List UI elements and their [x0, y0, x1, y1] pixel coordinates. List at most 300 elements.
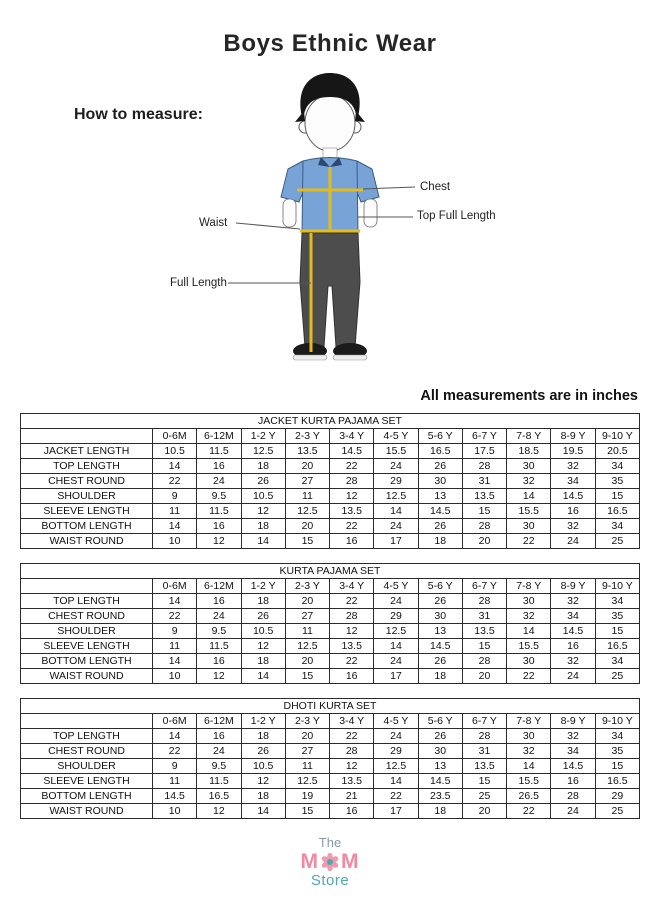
table-kurta-pajama-set	[20, 563, 640, 684]
value-cell: 13	[418, 489, 462, 504]
value-cell: 18	[241, 654, 285, 669]
size-header-cell: 7-8 Y	[507, 714, 551, 729]
row-label-cell: WAIST ROUND	[21, 534, 153, 549]
value-cell: 15	[595, 759, 639, 774]
value-cell: 17	[374, 534, 418, 549]
value-cell: 11.5	[197, 504, 241, 519]
value-cell: 11.5	[197, 444, 241, 459]
size-header-row	[21, 429, 640, 444]
value-cell: 23.5	[418, 789, 462, 804]
value-cell: 15	[595, 489, 639, 504]
flower-icon	[321, 853, 339, 871]
value-cell: 32	[551, 519, 595, 534]
value-cell: 10.5	[241, 624, 285, 639]
table-row	[21, 459, 640, 474]
table-dhoti-kurta-set	[20, 698, 640, 819]
boy-face	[305, 95, 355, 151]
value-cell: 28	[551, 789, 595, 804]
value-cell: 12	[330, 489, 374, 504]
table-row	[21, 774, 640, 789]
value-cell: 16	[197, 459, 241, 474]
value-cell: 22	[153, 744, 197, 759]
value-cell: 28	[330, 609, 374, 624]
value-cell: 28	[462, 729, 506, 744]
value-cell: 18	[241, 789, 285, 804]
size-header-cell: 2-3 Y	[285, 579, 329, 594]
value-cell: 15	[285, 804, 329, 819]
value-cell: 20	[285, 459, 329, 474]
value-cell: 30	[418, 474, 462, 489]
table-row	[21, 759, 640, 774]
row-label-cell: SLEEVE LENGTH	[21, 504, 153, 519]
value-cell: 11	[153, 504, 197, 519]
value-cell: 24	[551, 534, 595, 549]
table-row	[21, 489, 640, 504]
value-cell: 22	[507, 669, 551, 684]
size-header-cell: 6-12M	[197, 429, 241, 444]
value-cell: 14	[241, 804, 285, 819]
boy-pants	[300, 233, 360, 347]
value-cell: 34	[551, 744, 595, 759]
value-cell: 16.5	[418, 444, 462, 459]
value-cell: 30	[507, 729, 551, 744]
value-cell: 16.5	[595, 504, 639, 519]
value-cell: 19	[285, 789, 329, 804]
boy-arm-left	[283, 199, 296, 227]
value-cell: 9.5	[197, 489, 241, 504]
table-title-row	[21, 564, 640, 579]
value-cell: 11	[153, 774, 197, 789]
value-cell: 14	[153, 654, 197, 669]
value-cell: 15	[285, 669, 329, 684]
value-cell: 28	[462, 654, 506, 669]
value-cell: 13.5	[330, 774, 374, 789]
size-header-cell: 2-3 Y	[285, 714, 329, 729]
value-cell: 16	[330, 669, 374, 684]
logo-the-text: The	[318, 835, 342, 850]
value-cell: 26	[418, 519, 462, 534]
table-row	[21, 474, 640, 489]
size-header-cell: 9-10 Y	[595, 579, 639, 594]
size-header-cell: 3-4 Y	[330, 429, 374, 444]
value-cell: 27	[285, 474, 329, 489]
size-header-cell: 4-5 Y	[374, 714, 418, 729]
value-cell: 18	[241, 594, 285, 609]
value-cell: 9	[153, 759, 197, 774]
size-header-row	[21, 714, 640, 729]
boy-arm-right	[364, 199, 377, 227]
value-cell: 14	[374, 774, 418, 789]
value-cell: 14	[153, 519, 197, 534]
row-label-cell: JACKET LENGTH	[21, 444, 153, 459]
size-header-cell: 5-6 Y	[418, 429, 462, 444]
value-cell: 20	[285, 519, 329, 534]
value-cell: 16.5	[595, 774, 639, 789]
value-cell: 14.5	[418, 774, 462, 789]
size-header-cell: 1-2 Y	[241, 714, 285, 729]
value-cell: 11.5	[197, 774, 241, 789]
value-cell: 15	[462, 639, 506, 654]
table-row	[21, 789, 640, 804]
logo-m-right: M	[341, 850, 360, 874]
value-cell: 28	[330, 744, 374, 759]
value-cell: 13.5	[285, 444, 329, 459]
value-cell: 30	[507, 654, 551, 669]
value-cell: 14	[241, 534, 285, 549]
row-label-cell: TOP LENGTH	[21, 594, 153, 609]
value-cell: 20	[285, 594, 329, 609]
value-cell: 27	[285, 744, 329, 759]
value-cell: 24	[197, 474, 241, 489]
value-cell: 12	[197, 534, 241, 549]
size-header-cell: 0-6M	[153, 579, 197, 594]
size-header-empty-cell	[21, 714, 153, 729]
value-cell: 35	[595, 474, 639, 489]
value-cell: 24	[197, 744, 241, 759]
value-cell: 22	[330, 729, 374, 744]
value-cell: 22	[330, 459, 374, 474]
row-label-cell: BOTTOM LENGTH	[21, 789, 153, 804]
table-row	[21, 444, 640, 459]
value-cell: 16	[551, 504, 595, 519]
value-cell: 20	[462, 534, 506, 549]
row-label-cell: TOP LENGTH	[21, 459, 153, 474]
size-tables	[20, 413, 640, 833]
row-label-cell: TOP LENGTH	[21, 729, 153, 744]
value-cell: 14.5	[330, 444, 374, 459]
value-cell: 14	[374, 504, 418, 519]
value-cell: 14	[241, 669, 285, 684]
value-cell: 29	[374, 744, 418, 759]
row-label-cell: CHEST ROUND	[21, 744, 153, 759]
value-cell: 34	[595, 654, 639, 669]
row-label-cell: WAIST ROUND	[21, 669, 153, 684]
value-cell: 11.5	[197, 639, 241, 654]
value-cell: 13.5	[462, 489, 506, 504]
value-cell: 13.5	[462, 759, 506, 774]
row-label-cell: BOTTOM LENGTH	[21, 519, 153, 534]
value-cell: 26	[241, 474, 285, 489]
value-cell: 24	[374, 654, 418, 669]
value-cell: 10	[153, 804, 197, 819]
value-cell: 31	[462, 609, 506, 624]
value-cell: 18.5	[507, 444, 551, 459]
value-cell: 10.5	[241, 759, 285, 774]
value-cell: 32	[551, 594, 595, 609]
size-header-cell: 9-10 Y	[595, 429, 639, 444]
value-cell: 22	[507, 534, 551, 549]
value-cell: 18	[418, 669, 462, 684]
value-cell: 25	[595, 534, 639, 549]
size-header-cell: 4-5 Y	[374, 579, 418, 594]
logo-mom-text	[0, 850, 660, 873]
size-header-cell: 1-2 Y	[241, 579, 285, 594]
full-length-label: Full Length	[170, 277, 227, 289]
table-title: KURTA PAJAMA SET	[21, 564, 640, 579]
value-cell: 13.5	[330, 639, 374, 654]
value-cell: 30	[507, 519, 551, 534]
value-cell: 11	[153, 639, 197, 654]
table-title: DHOTI KURTA SET	[21, 699, 640, 714]
value-cell: 35	[595, 609, 639, 624]
value-cell: 15.5	[507, 639, 551, 654]
value-cell: 12.5	[285, 504, 329, 519]
value-cell: 22	[330, 594, 374, 609]
value-cell: 14	[153, 459, 197, 474]
value-cell: 10.5	[241, 489, 285, 504]
value-cell: 22	[507, 804, 551, 819]
value-cell: 24	[374, 459, 418, 474]
row-label-cell: SHOULDER	[21, 624, 153, 639]
size-header-cell: 7-8 Y	[507, 429, 551, 444]
table-row	[21, 609, 640, 624]
value-cell: 10	[153, 669, 197, 684]
value-cell: 14	[507, 489, 551, 504]
value-cell: 12	[241, 774, 285, 789]
value-cell: 28	[462, 594, 506, 609]
size-header-row	[21, 579, 640, 594]
value-cell: 14.5	[551, 759, 595, 774]
size-header-cell: 5-6 Y	[418, 579, 462, 594]
table-row	[21, 729, 640, 744]
value-cell: 12.5	[241, 444, 285, 459]
logo-store-text: Store	[310, 872, 350, 890]
value-cell: 26	[418, 654, 462, 669]
value-cell: 21	[330, 789, 374, 804]
size-header-empty-cell	[21, 579, 153, 594]
value-cell: 13.5	[330, 504, 374, 519]
value-cell: 25	[462, 789, 506, 804]
value-cell: 16	[551, 774, 595, 789]
value-cell: 32	[507, 474, 551, 489]
row-label-cell: CHEST ROUND	[21, 474, 153, 489]
size-header-cell: 2-3 Y	[285, 429, 329, 444]
value-cell: 32	[507, 609, 551, 624]
value-cell: 26	[241, 744, 285, 759]
value-cell: 24	[374, 594, 418, 609]
size-header-cell: 5-6 Y	[418, 714, 462, 729]
value-cell: 12.5	[374, 489, 418, 504]
value-cell: 18	[418, 804, 462, 819]
value-cell: 14	[374, 639, 418, 654]
value-cell: 30	[418, 744, 462, 759]
chest-label: Chest	[420, 181, 451, 193]
value-cell: 14.5	[551, 489, 595, 504]
how-to-measure-label: How to measure:	[74, 106, 203, 123]
value-cell: 9.5	[197, 759, 241, 774]
value-cell: 34	[595, 519, 639, 534]
value-cell: 12.5	[374, 624, 418, 639]
size-header-cell: 8-9 Y	[551, 579, 595, 594]
value-cell: 16	[197, 654, 241, 669]
value-cell: 22	[330, 519, 374, 534]
table-title-row	[21, 699, 640, 714]
boy-figure-illustration	[0, 0, 660, 405]
size-header-cell: 8-9 Y	[551, 714, 595, 729]
size-header-cell: 3-4 Y	[330, 714, 374, 729]
value-cell: 14	[153, 729, 197, 744]
value-cell: 14.5	[551, 624, 595, 639]
table-row	[21, 624, 640, 639]
value-cell: 26	[241, 609, 285, 624]
row-label-cell: SLEEVE LENGTH	[21, 774, 153, 789]
value-cell: 12	[197, 669, 241, 684]
value-cell: 10	[153, 534, 197, 549]
value-cell: 35	[595, 744, 639, 759]
value-cell: 24	[374, 519, 418, 534]
value-cell: 18	[241, 459, 285, 474]
value-cell: 25	[595, 669, 639, 684]
value-cell: 30	[507, 594, 551, 609]
value-cell: 17.5	[462, 444, 506, 459]
size-header-cell: 6-12M	[197, 579, 241, 594]
value-cell: 24	[551, 804, 595, 819]
value-cell: 14	[153, 594, 197, 609]
value-cell: 34	[595, 594, 639, 609]
value-cell: 12	[197, 804, 241, 819]
value-cell: 16	[197, 594, 241, 609]
value-cell: 31	[462, 474, 506, 489]
value-cell: 15.5	[507, 504, 551, 519]
value-cell: 25	[595, 804, 639, 819]
value-cell: 9.5	[197, 624, 241, 639]
size-header-cell: 6-7 Y	[462, 429, 506, 444]
value-cell: 15	[462, 504, 506, 519]
value-cell: 14.5	[153, 789, 197, 804]
row-label-cell: BOTTOM LENGTH	[21, 654, 153, 669]
value-cell: 11	[285, 624, 329, 639]
size-header-cell: 7-8 Y	[507, 579, 551, 594]
row-label-cell: SHOULDER	[21, 489, 153, 504]
row-label-cell: WAIST ROUND	[21, 804, 153, 819]
value-cell: 16	[330, 804, 374, 819]
value-cell: 29	[374, 609, 418, 624]
value-cell: 20	[285, 729, 329, 744]
row-label-cell: SLEEVE LENGTH	[21, 639, 153, 654]
value-cell: 12	[330, 759, 374, 774]
value-cell: 14	[507, 624, 551, 639]
value-cell: 20	[462, 804, 506, 819]
size-header-cell: 8-9 Y	[551, 429, 595, 444]
value-cell: 12	[241, 504, 285, 519]
value-cell: 15	[285, 534, 329, 549]
value-cell: 13	[418, 759, 462, 774]
value-cell: 16	[551, 639, 595, 654]
size-header-empty-cell	[21, 429, 153, 444]
value-cell: 34	[551, 609, 595, 624]
value-cell: 24	[374, 729, 418, 744]
value-cell: 12	[241, 639, 285, 654]
value-cell: 20	[462, 669, 506, 684]
value-cell: 15	[595, 624, 639, 639]
value-cell: 11	[285, 489, 329, 504]
value-cell: 15	[462, 774, 506, 789]
value-cell: 12.5	[285, 774, 329, 789]
value-cell: 15.5	[507, 774, 551, 789]
value-cell: 30	[418, 609, 462, 624]
value-cell: 14.5	[418, 504, 462, 519]
value-cell: 24	[197, 609, 241, 624]
table-row	[21, 594, 640, 609]
size-header-cell: 4-5 Y	[374, 429, 418, 444]
value-cell: 32	[551, 459, 595, 474]
table-row	[21, 639, 640, 654]
value-cell: 16	[330, 534, 374, 549]
table-title: JACKET KURTA PAJAMA SET	[21, 414, 640, 429]
value-cell: 12.5	[374, 759, 418, 774]
brand-logo	[0, 836, 660, 890]
size-header-cell: 1-2 Y	[241, 429, 285, 444]
page-title: Boys Ethnic Wear	[223, 30, 437, 57]
value-cell: 13	[418, 624, 462, 639]
value-cell: 26.5	[507, 789, 551, 804]
row-label-cell: SHOULDER	[21, 759, 153, 774]
value-cell: 16.5	[197, 789, 241, 804]
table-jacket-kurta-pajama-set	[20, 413, 640, 549]
value-cell: 20.5	[595, 444, 639, 459]
value-cell: 14	[507, 759, 551, 774]
value-cell: 29	[374, 474, 418, 489]
size-header-cell: 9-10 Y	[595, 714, 639, 729]
value-cell: 26	[418, 459, 462, 474]
value-cell: 34	[551, 474, 595, 489]
value-cell: 34	[595, 729, 639, 744]
value-cell: 34	[595, 459, 639, 474]
value-cell: 28	[330, 474, 374, 489]
table-row	[21, 669, 640, 684]
value-cell: 16	[197, 729, 241, 744]
value-cell: 14.5	[418, 639, 462, 654]
value-cell: 13.5	[462, 624, 506, 639]
value-cell: 18	[418, 534, 462, 549]
value-cell: 28	[462, 519, 506, 534]
table-row	[21, 504, 640, 519]
value-cell: 9	[153, 489, 197, 504]
value-cell: 22	[330, 654, 374, 669]
row-label-cell: CHEST ROUND	[21, 609, 153, 624]
table-title-row	[21, 414, 640, 429]
value-cell: 32	[507, 744, 551, 759]
value-cell: 22	[374, 789, 418, 804]
value-cell: 17	[374, 669, 418, 684]
value-cell: 22	[153, 474, 197, 489]
value-cell: 26	[418, 594, 462, 609]
size-header-cell: 0-6M	[153, 714, 197, 729]
value-cell: 20	[285, 654, 329, 669]
size-header-cell: 3-4 Y	[330, 579, 374, 594]
size-header-cell: 6-7 Y	[462, 714, 506, 729]
value-cell: 9	[153, 624, 197, 639]
size-header-cell: 0-6M	[153, 429, 197, 444]
size-header-cell: 6-7 Y	[462, 579, 506, 594]
logo-m-left: M	[300, 850, 319, 874]
value-cell: 16	[197, 519, 241, 534]
value-cell: 17	[374, 804, 418, 819]
table-row	[21, 654, 640, 669]
value-cell: 22	[153, 609, 197, 624]
value-cell: 18	[241, 519, 285, 534]
value-cell: 28	[462, 459, 506, 474]
table-row	[21, 534, 640, 549]
value-cell: 11	[285, 759, 329, 774]
value-cell: 32	[551, 729, 595, 744]
value-cell: 18	[241, 729, 285, 744]
table-row	[21, 519, 640, 534]
value-cell: 24	[551, 669, 595, 684]
value-cell: 26	[418, 729, 462, 744]
value-cell: 19.5	[551, 444, 595, 459]
value-cell: 12	[330, 624, 374, 639]
